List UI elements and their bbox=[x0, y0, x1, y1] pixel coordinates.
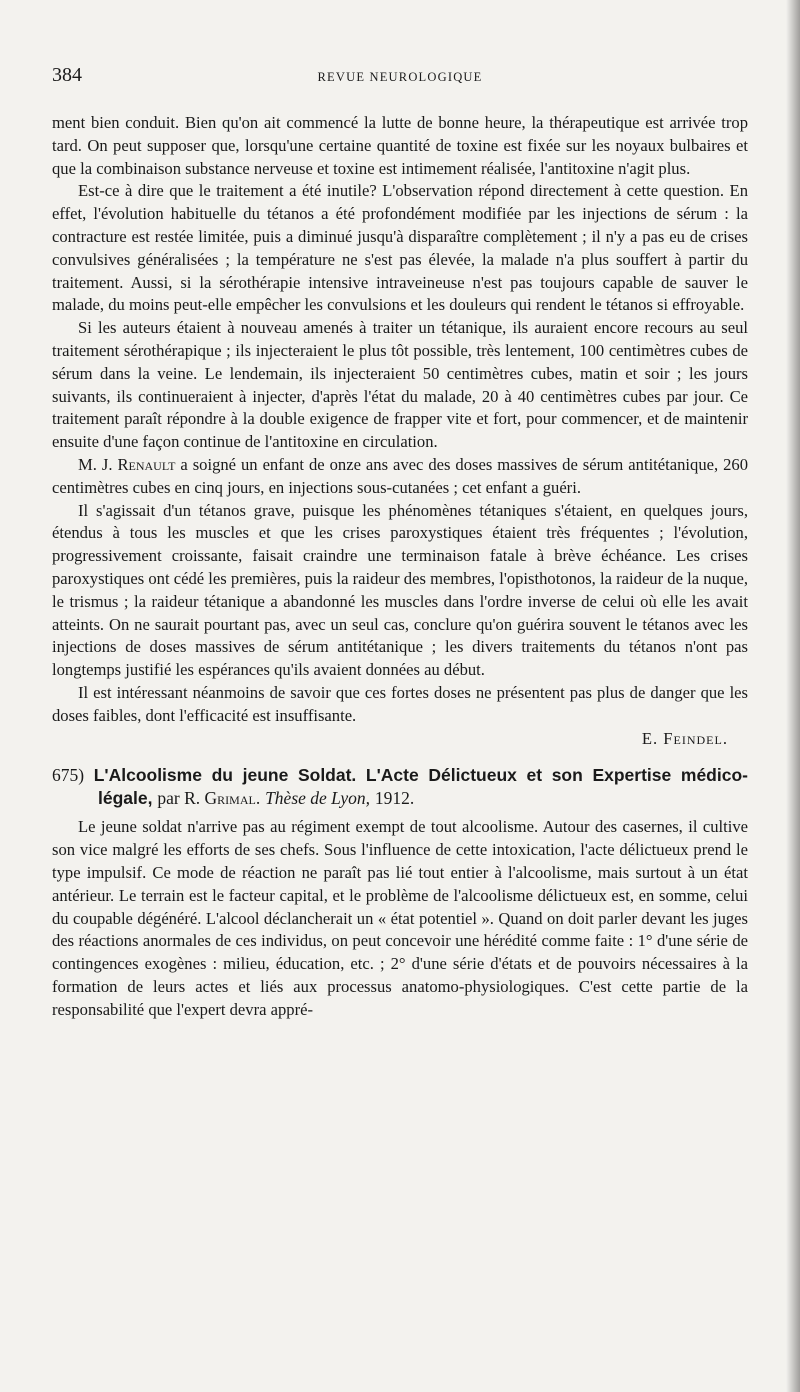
paragraph: Il s'agissait d'un tétanos grave, puisque les phénomènes tétaniques s'étaient, en quelques jours, étendus à tous les muscles et que les crises paroxystiques étaient très fréquentes ; l'évolution, progressivement croissante, faisait craindre une terminaison fatale à brève échéance. Les crises paroxystiques ont cédé les premières, puis la raideur des membres, l'opisthotonos, la raideur de la nuque, le trismus ; la raideur tétanique a abandonné les muscles dans l'ordre inverse de celui où elle les avait atteints. On ne saurait pourtant pas, avec un seul cas, conclure qu'on guérira souvent le tétanos avec les injections de doses massives de sérum antitétanique ; les divers traitements du tétanos n'ont pas longtemps justifié les espérances qu'ils avaient données au début. bbox=[52, 500, 748, 680]
paragraph: Le jeune soldat n'arrive pas au régiment exempt de tout alcoolisme. Autour des casernes, il cultive son vice malgré les efforts de ses chefs. Sous l'influence de cette intoxication, l'acte délictueux prend le type impulsif. Ce mode de réaction ne paraît pas lié tout entier à l'alcoolisme, mais surtout à un état antérieur. Le terrain est le facteur capital, et le problème de l'alcoolisme délictueux est, en somme, celui du coupable dégénéré. L'alcool déclancherait un « état potentiel ». Quand on doit parler devant les juges des réactions anormales de ces individus, on peut concevoir une hérédité comme faite : 1° d'une série de contingences exogènes : milieu, éducation, etc. ; 2° d'une série d'états et de pouvoirs nécessaires à la formation de leurs actes et liés aux processus anatomo-physiologiques. C'est cette partie de la responsabilité que l'expert devra appré- bbox=[52, 817, 748, 1019]
running-head: REVUE NEUROLOGIQUE bbox=[317, 70, 483, 84]
section-thesis: Thèse de Lyon, bbox=[265, 788, 371, 809]
section-author-prefix: par R. bbox=[157, 788, 205, 809]
paragraph: Est-ce à dire que le traitement a été inutile? L'observation répond directement à cette question. En effet, l'évolution habituelle du tétanos a été profondément modifiée par les injections de sérum : la contracture est restée limitée, puis a diminué jusqu'à disparaître complètement ; il n'y a pas eu de crises convulsives généralisées ; la température ne s'est pas élevée, la malade n'a plus souffert à partir du traitement. Aussi, si la sérothérapie intensive intraveineuse n'est pas toujours capable de sauver le malade, du moins peut-elle empêcher les convulsions et les douleurs qui rendent le tétanos si effroyable. bbox=[52, 181, 748, 315]
author-renault: Renault bbox=[117, 454, 176, 474]
page-header bbox=[52, 64, 748, 94]
paragraph: ment bien conduit. Bien qu'on ait commencé la lutte de bonne heure, la thérapeutique est arrivée trop tard. On peut supposer que, lorsqu'une certaine quantité de toxine est fixée sur les noyaux bulbaires et que la combinaison substance nerveuse et toxine est intimement réalisée, l'antitoxine n'agit plus. bbox=[52, 113, 748, 178]
paragraph-renault bbox=[52, 454, 748, 500]
section-title-text: L'Alcoolisme du jeune Soldat. L'Acte Délictueux et son Expertise médico-légale, bbox=[93, 765, 748, 809]
section-author: Grimal. bbox=[204, 788, 261, 809]
section-title bbox=[52, 764, 748, 810]
signature: E. Feindel. bbox=[641, 728, 728, 748]
section-year: 1912. bbox=[374, 788, 415, 809]
section-number: 675) bbox=[52, 765, 85, 786]
page-number: 384 bbox=[52, 64, 82, 86]
paragraph: Il est intéressant néanmoins de savoir que ces fortes doses ne présentent pas plus de danger que les doses faibles, dont l'efficacité est insuffisante. bbox=[52, 682, 748, 725]
renault-text: a soigné un enfant de onze ans avec des doses massives de sérum antitétanique, 260 centimètres cubes en cinq jours, en injections sous-cutanées ; cet enfant a guéri. bbox=[52, 454, 748, 497]
paragraph: Si les auteurs étaient à nouveau amenés à traiter un tétanique, ils auraient encore recours au seul traitement sérothérapique ; ils injecteraient le plus tôt possible, très lentement, 100 centimètres cubes de sérum dans la veine. Le lendemain, ils injecteraient 50 centimètres cubes, matin et soir ; les jours suivants, ils continueraient à injecter, d'après l'état du malade, 20 à 40 centimètres cubes par jour. Ce traitement paraît répondre à la double exigence de frapper vite et fort, pour commencer, et de maintenir ensuite d'une façon continue de l'antitoxine en circulation. bbox=[52, 318, 748, 452]
renault-prefix: M. J. bbox=[78, 454, 118, 474]
page-body bbox=[52, 112, 748, 1021]
page-edge-shadow bbox=[786, 0, 800, 1392]
